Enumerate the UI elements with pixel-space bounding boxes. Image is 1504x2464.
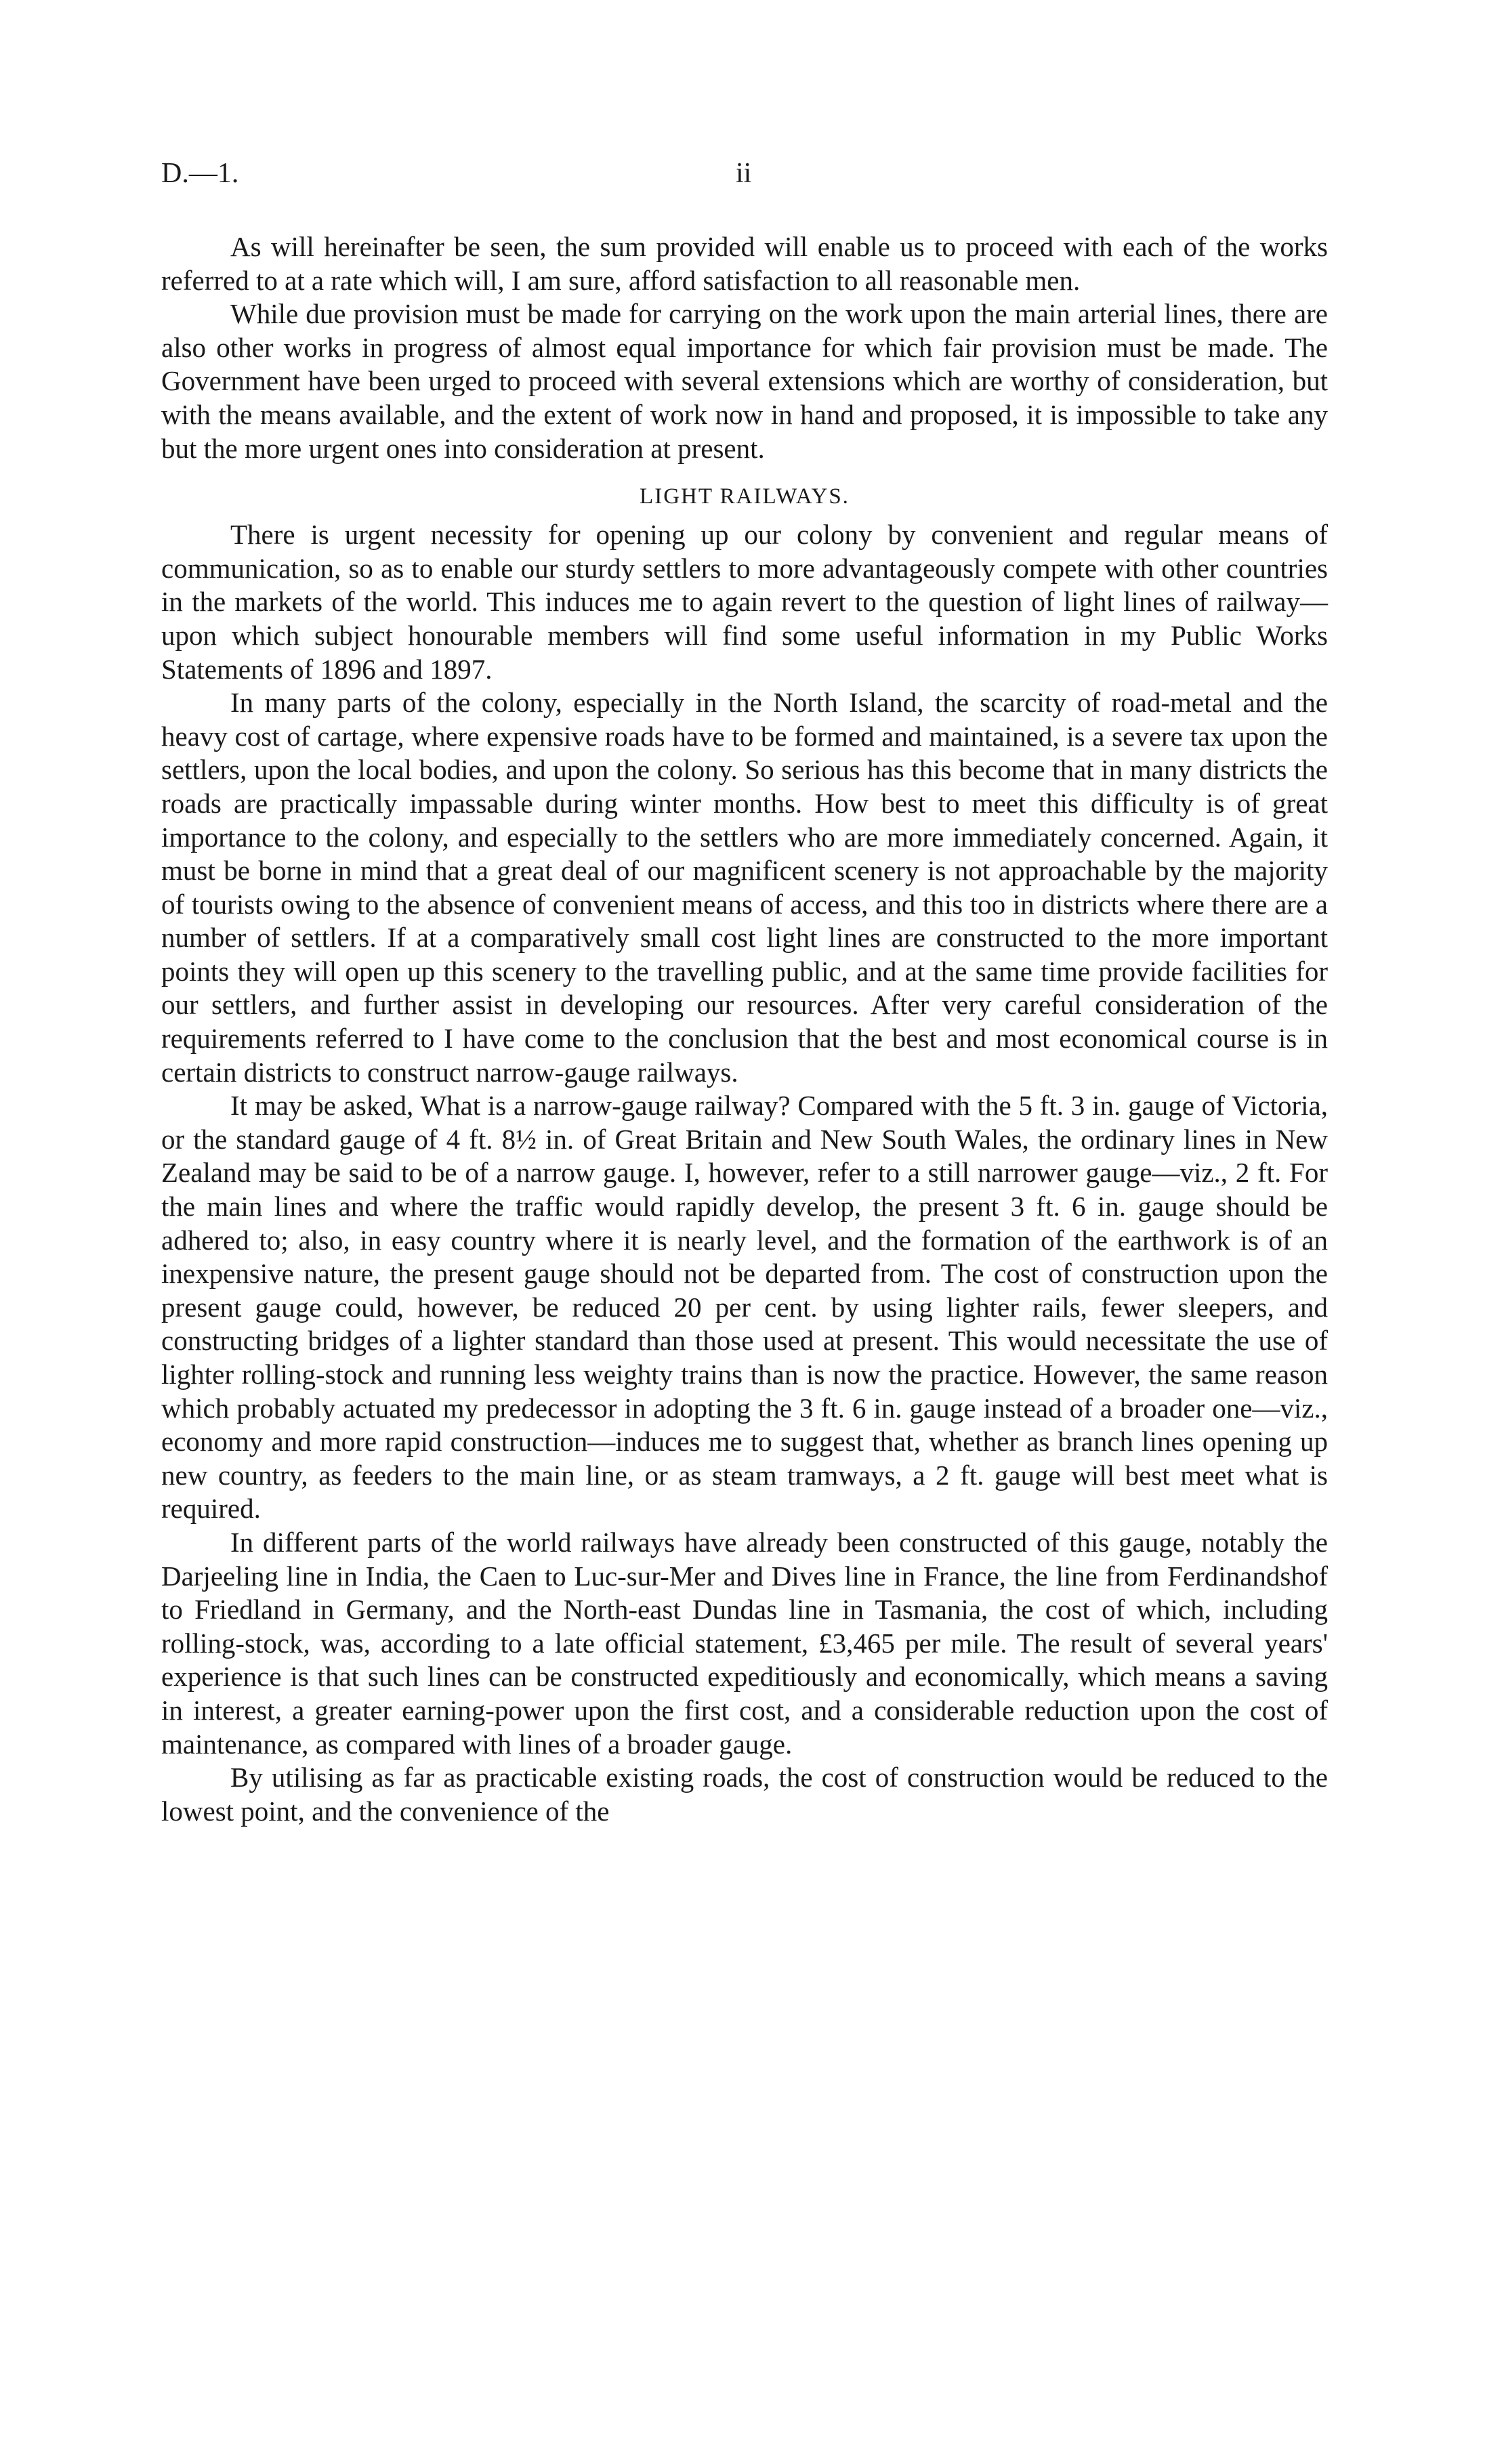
paragraph-sum-provided: As will hereinafter be seen, the sum provided will enable us to proceed with each of the works referred to at a rate which will, I am sure, afford satisfaction to all reasonable men. bbox=[161, 231, 1328, 296]
paragraph-existing-roads: By utilising as far as practicable existing roads, the cost of construction would be reduced to the lowest point, and the convenience of the bbox=[161, 1762, 1328, 1827]
page-header bbox=[161, 157, 1327, 198]
paragraph-world-railways: In different parts of the world railways have already been constructed of this gauge, notably the Darjeeling line in India, the Caen to Luc-sur-Mer and Dives line in France, the line from Ferdinandshof to Friedland in Germany, and the North-east Dundas line in Tasmania, the cost of which, including rolling-stock, was, according to a late official statement, £3,465 per mile. The result of several years' experience is that such lines can be constructed expeditiously and economically, which means a saving in interest, a greater earning-power upon the first cost, and a considerable reduction upon the cost of maintenance, as compared with lines of a broader gauge. bbox=[161, 1526, 1328, 1760]
paragraph-urgent-necessity: There is urgent necessity for opening up our colony by convenient and regular means of communication, so as to enable our sturdy settlers to more advantageously compete with other countries in the markets of the world. This induces me to again revert to the question of light lines of railway—upon which subject honourable members will find some useful information in my Public Works Statements of 1896 and 1897. bbox=[161, 519, 1328, 685]
page-number: ii bbox=[736, 158, 752, 189]
section-heading-light-railways: LIGHT RAILWAYS. bbox=[640, 484, 850, 509]
paragraph-main-arterial-lines: While due provision must be made for carrying on the work upon the main arterial lines, there are also other works in progress of almost equal importance for which fair provision must be made. The Government have been urged to proceed with several extensions which are worthy of consideration, but with the means available, and the extent of work now in hand and proposed, it is impossible to take any but the more urgent ones into consideration at present. bbox=[161, 298, 1328, 464]
paragraph-narrow-gauge-question: It may be asked, What is a narrow-gauge railway? Compared with the 5 ft. 3 in. gauge of Victoria, or the standard gauge of 4 ft. 8½ in. of Great Britain and New South Wales, the ordinary lines in New Zealand may be said to be of a narrow gauge. I, however, refer to a still narrower gauge—viz., 2 ft. For the main lines and where the traffic would rapidly develop, the present 3 ft. 6 in. gauge should be adhered to; also, in easy country where it is nearly level, and the formation of the earthwork is of an inexpensive nature, the present gauge should not be departed from. The cost of construction upon the present gauge could, however, be reduced 20 per cent. by using lighter rails, fewer sleepers, and constructing bridges of a lighter standard than those used at present. This would necessitate the use of lighter rolling-stock and running less weighty trains than is now the practice. However, the same reason which probably actuated my predecessor in adopting the 3 ft. 6 in. gauge instead of a broader one—viz., economy and more rapid construction—induces me to suggest that, whether as branch lines opening up new country, as feeders to the main line, or as steam tramways, a 2 ft. gauge will best meet what is required. bbox=[161, 1090, 1328, 1525]
page-body bbox=[161, 230, 1328, 1828]
paragraph-north-island: In many parts of the colony, especially in the North Island, the scarcity of road-metal and the heavy cost of cartage, where expensive roads have to be formed and maintained, is a severe tax upon the settlers, upon the local bodies, and upon the colony. So serious has this become that in many districts the roads are practically impassable during winter months. How best to meet this difficulty is of great importance to the colony, and especially to the settlers who are more immediately concerned. Again, it must be borne in mind that a great deal of our magnificent scenery is not approachable by the majority of tourists owing to the absence of convenient means of access, and this too in districts where there are a number of settlers. If at a comparatively small cost light lines are constructed to the more important points they will open up this scenery to the travelling public, and at the same time provide facilities for our settlers, and further assist in developing our resources. After very careful consideration of the requirements referred to I have come to the conclusion that the best and most economical course is in certain districts to construct narrow-gauge railways. bbox=[161, 687, 1328, 1088]
document-reference: D.—1. bbox=[161, 158, 239, 189]
